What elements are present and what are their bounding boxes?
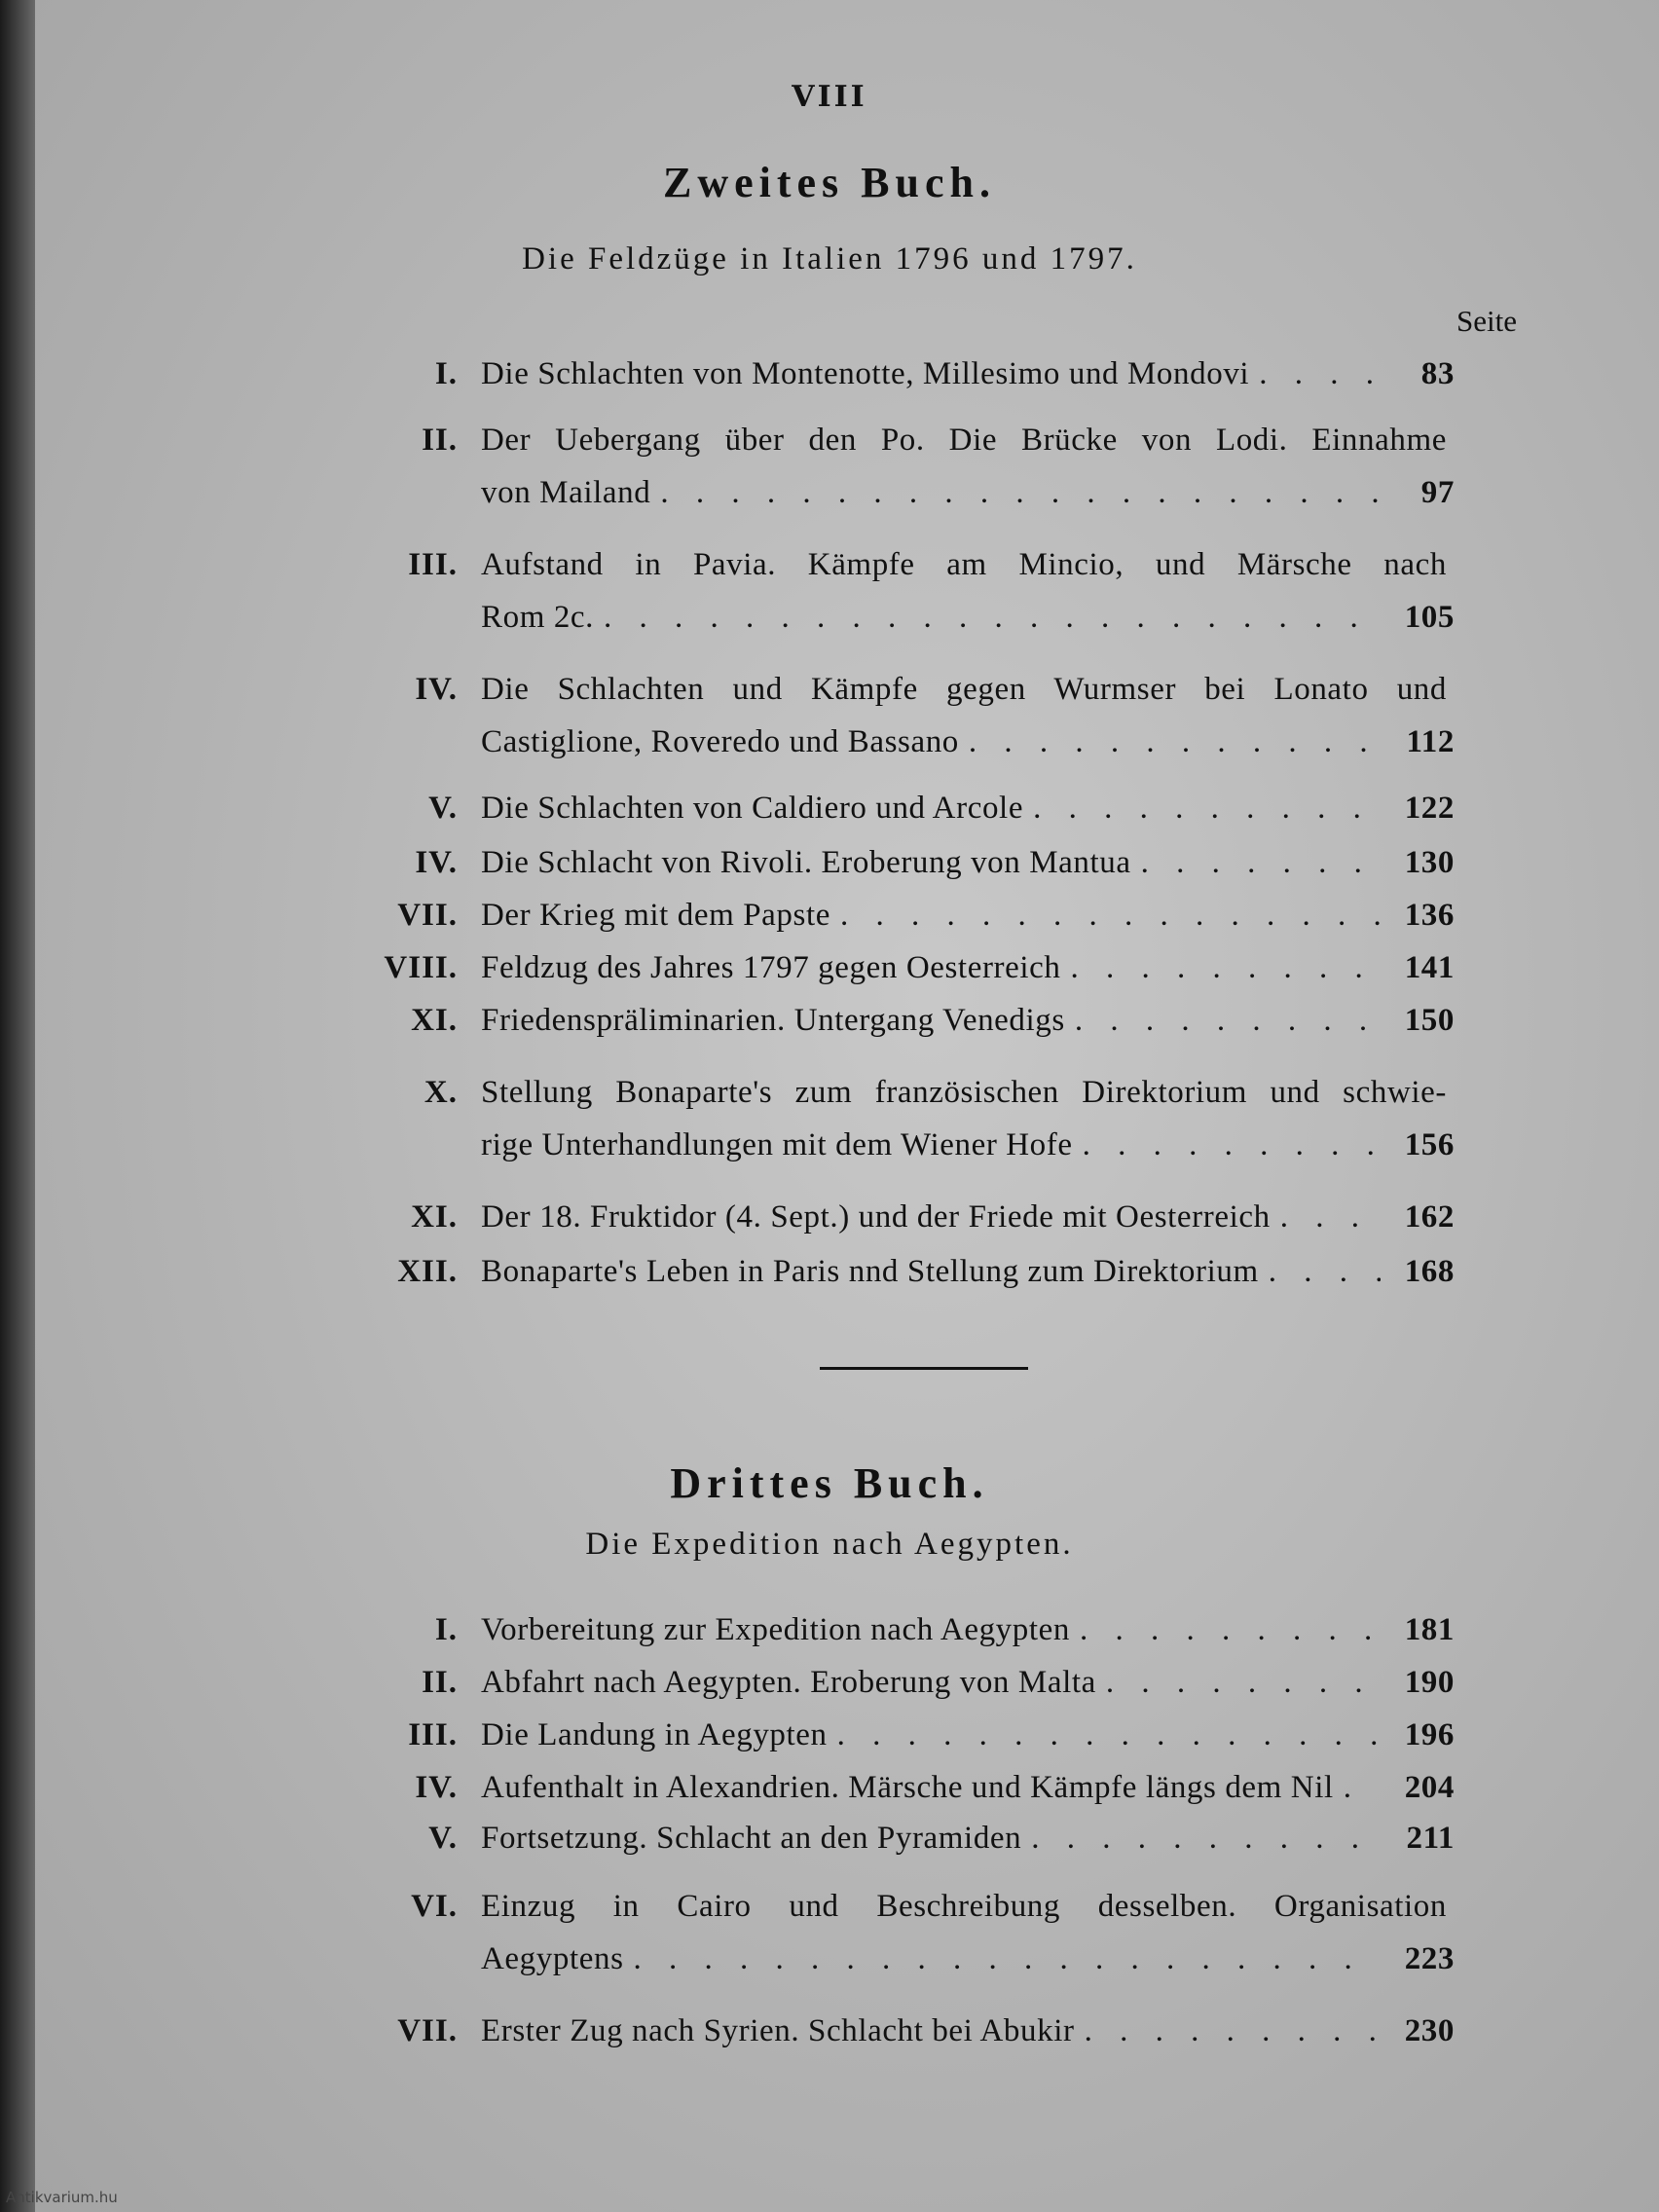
chapter-number: XI. [411,1003,458,1038]
chapter-title-text: Rom 2c. [481,600,595,635]
chapter-number: VII. [397,898,458,933]
leader-dots [1141,845,1381,881]
page-ref: 141 [1404,950,1455,985]
chapter-title-line [481,475,1455,511]
chapter-title-line [481,1003,1455,1039]
leader-dots [1280,1199,1381,1235]
leader-dots [660,475,1381,511]
chapter-title-text: Stellung Bonaparte's zum französischen Direktorium und schwie- [481,1075,1447,1110]
page-ref: 162 [1404,1199,1455,1235]
chapter-title-line [481,898,1455,934]
chapter-number: IV. [415,845,458,880]
section-divider [820,1367,1028,1370]
chapter-title-text: Abfahrt nach Aegypten. Eroberung von Malta [481,1665,1096,1700]
chapter-title-line [481,1075,1447,1111]
page-ref: 190 [1404,1665,1455,1700]
watermark: Antikvarium.hu [6,2189,118,2206]
chapter-title-text: Vorbereitung zur Expedition nach Aegypten [481,1612,1070,1647]
page-ref: 136 [1404,898,1455,933]
page-ref: 112 [1406,724,1455,759]
book-spine [0,0,35,2212]
chapter-title-text: Der 18. Fruktidor (4. Sept.) und der Friede mit Oesterreich [481,1199,1271,1235]
column-header-seite: Seite [1456,304,1517,338]
book2-subtitle: Die Feldzüge in Italien 1796 und 1797. [522,241,1137,276]
chapter-title-line [481,547,1447,583]
leader-dots [1033,791,1381,827]
chapter-title-text: Die Schlachten von Caldiero und Arcole [481,791,1024,826]
chapter-title-line [481,1770,1455,1806]
chapter-title-line [481,950,1455,986]
chapter-title-line [481,423,1447,459]
leader-dots [1075,1003,1381,1039]
chapter-number: III. [408,1717,458,1752]
book3-subtitle: Die Expedition nach Aegypten. [585,1527,1074,1562]
chapter-title-text: Aufenthalt in Alexandrien. Märsche und Kämpfe längs dem Nil [481,1770,1334,1805]
chapter-title-text: Einzug in Cairo und Beschreibung desselben. Organisation [481,1889,1447,1924]
page-ref: 130 [1404,845,1455,880]
chapter-title-text: Die Landung in Aegypten [481,1717,828,1752]
chapter-title-text: Feldzug des Jahres 1797 gegen Oesterreich [481,950,1061,985]
page-ref: 83 [1420,356,1455,391]
page-ref: 196 [1404,1717,1455,1752]
chapter-number: I. [434,1612,458,1647]
chapter-title-text: Die Schlachten und Kämpfe gegen Wurmser bei Lonato und [481,672,1447,707]
leader-dots [1269,1254,1381,1290]
leader-dots [1106,1665,1381,1701]
chapter-title-text: von Mailand [481,475,651,510]
chapter-title-text: Die Schlachten von Montenotte, Millesimo und Mondovi [481,356,1250,391]
page-ref: 168 [1404,1254,1455,1289]
chapter-title-line [481,724,1455,760]
leader-dots [969,724,1381,760]
leader-dots [1259,356,1381,392]
chapter-title-line [481,2013,1455,2049]
chapter-number: I. [434,356,458,391]
chapter-title-line [481,845,1455,881]
chapter-number: VI. [411,1889,458,1924]
page-ref: 204 [1404,1770,1455,1805]
page-ref: 223 [1404,1941,1455,1976]
chapter-title-line [481,791,1455,827]
chapter-title-text: Aegyptens [481,1941,624,1976]
leader-dots [1031,1821,1381,1857]
chapter-title-line [481,672,1447,708]
chapter-title-line [481,1612,1455,1648]
chapter-number: IV. [415,672,458,707]
chapter-title-text: Der Krieg mit dem Papste [481,898,830,933]
chapter-number: VIII. [384,950,458,985]
chapter-number: II. [422,423,458,458]
chapter-title-line [481,1821,1455,1857]
chapter-title-text: Die Schlacht von Rivoli. Eroberung von Mantua [481,845,1131,880]
chapter-title-line [481,600,1455,636]
page-ref: 211 [1406,1821,1455,1856]
leader-dots [1083,1127,1381,1163]
chapter-number: IV. [415,1770,458,1805]
chapter-number: VII. [397,2013,458,2048]
chapter-title-text: Castiglione, Roveredo und Bassano [481,724,959,759]
chapter-number: V. [428,1821,458,1856]
chapter-title-line [481,1889,1447,1925]
page-ref: 97 [1420,475,1455,510]
chapter-title-line [481,1665,1455,1701]
page-ref: 230 [1404,2013,1455,2048]
chapter-title-line [481,356,1455,392]
chapter-title-line [481,1199,1455,1235]
chapter-number: XI. [411,1199,458,1235]
page-ref: 181 [1404,1612,1455,1647]
leader-dots [837,1717,1381,1753]
chapter-number: II. [422,1665,458,1700]
chapter-number: X. [424,1075,458,1110]
chapter-title-text: Bonaparte's Leben in Paris nnd Stellung zum Direktorium [481,1254,1259,1289]
chapter-number: XII. [397,1254,458,1289]
book3-title: Drittes Buch. [670,1459,989,1507]
leader-dots [1085,2013,1381,2049]
chapter-number: V. [428,791,458,826]
chapter-title-text: Der Uebergang über den Po. Die Brücke von Lodi. Einnahme [481,423,1447,458]
chapter-number: III. [408,547,458,582]
leader-dots [604,600,1381,636]
chapter-title-line [481,1127,1455,1163]
chapter-title-text: Aufstand in Pavia. Kämpfe am Mincio, und Märsche nach [481,547,1447,582]
book2-title: Zweites Buch. [663,159,996,206]
chapter-title-line [481,1717,1455,1753]
leader-dots [1071,950,1382,986]
leader-dots [1344,1770,1381,1806]
page-ref: 122 [1404,791,1455,826]
leader-dots [634,1941,1381,1977]
leader-dots [840,898,1381,934]
page-ref: 150 [1404,1003,1455,1038]
leader-dots [1080,1612,1381,1648]
chapter-title-text: Fortsetzung. Schlacht an den Pyramiden [481,1821,1022,1856]
chapter-title-text: Erster Zug nach Syrien. Schlacht bei Abukir [481,2013,1075,2048]
chapter-title-text: rige Unterhandlungen mit dem Wiener Hofe [481,1127,1073,1162]
page-number: VIII [792,80,867,114]
chapter-title-line [481,1254,1455,1290]
chapter-title-text: Friedenspräliminarien. Untergang Venedigs [481,1003,1065,1038]
page-ref: 105 [1404,600,1455,635]
chapter-title-line [481,1941,1455,1977]
page-ref: 156 [1404,1127,1455,1162]
